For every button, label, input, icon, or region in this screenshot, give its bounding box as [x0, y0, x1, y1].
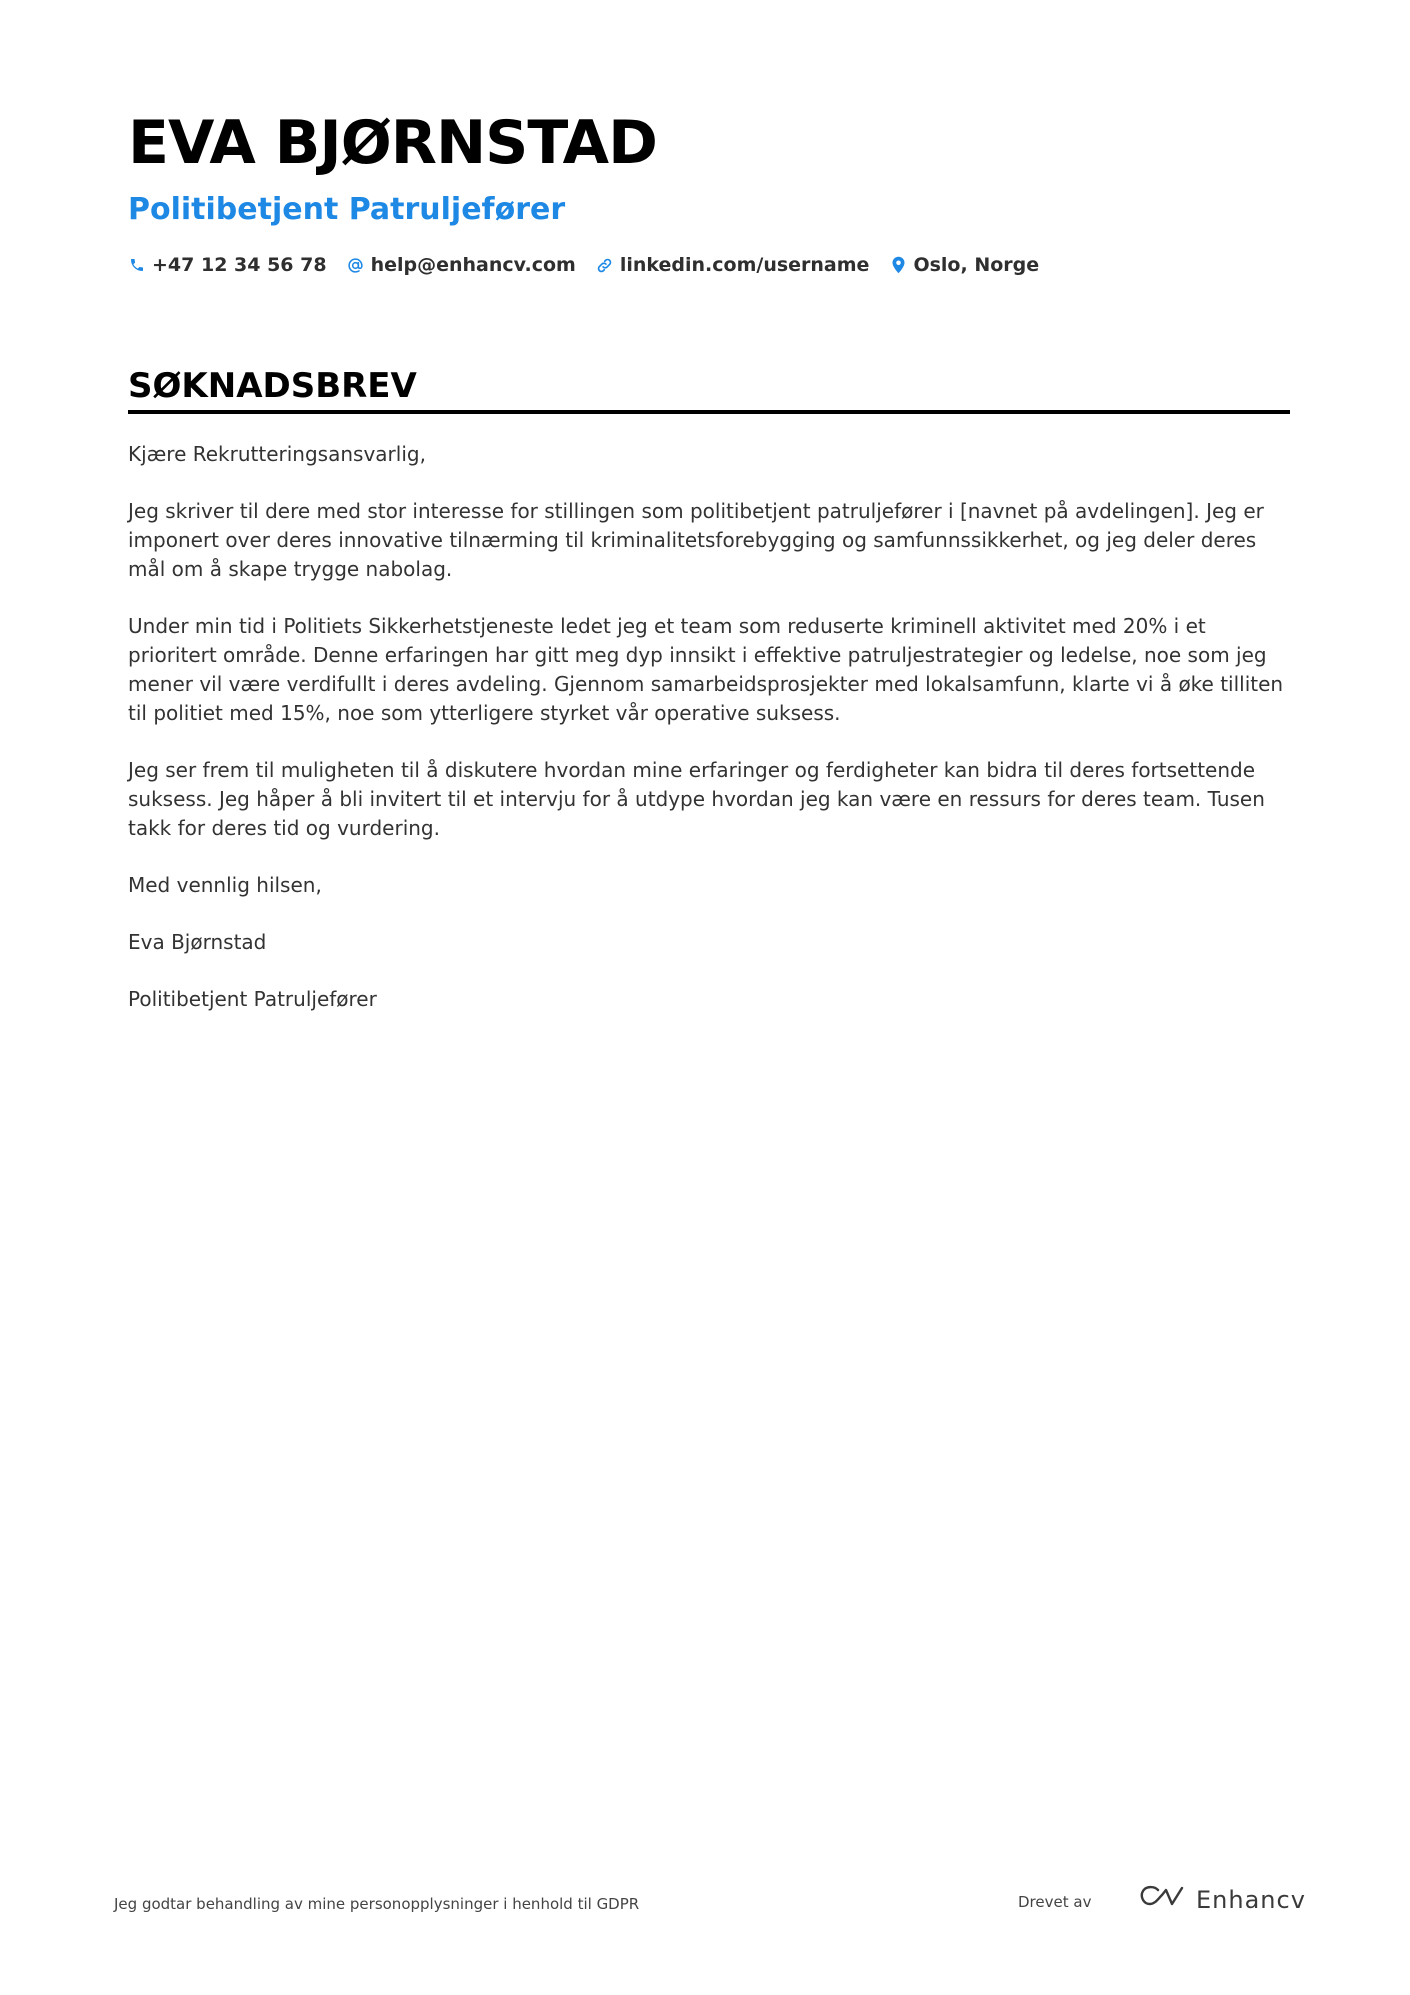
contact-phone[interactable] [128, 254, 327, 276]
section-title: SØKNADSBREV [128, 366, 417, 406]
enhancv-logo[interactable] [1138, 1884, 1306, 1915]
location-text: Oslo, Norge [913, 254, 1040, 276]
letter-greeting: Kjære Rekrutteringsansvarlig, [128, 442, 426, 466]
phone-icon [128, 256, 146, 274]
powered-by-label: Drevet av [1018, 1893, 1092, 1911]
signature-name: Eva Bjørnstad [128, 930, 267, 954]
link-icon [596, 256, 614, 274]
signature-title: Politibetjent Patruljefører [128, 987, 377, 1011]
candidate-title: Politibetjent Patruljefører [128, 192, 566, 227]
letter-paragraph: Jeg skriver til dere med stor interesse for stillingen som politibetjent patruljefører i [navnet på avdelingen]. Jeg er imponert over deres innovative tilnærming til kriminalitetsforebygging og samfunnssikkerhet, og jeg deler deres mål om å skape trygge nabolag. [128, 499, 1264, 581]
letter-paragraph: Jeg ser frem til muligheten til å diskutere hvordan mine erfaringer og ferdigheter kan bidra til deres fortsettende suksess. Jeg håper å bli invitert til et intervju for å utdype hvordan jeg kan være en ressurs for deres team. Tusen takk for deres tid og vurdering. [128, 758, 1265, 840]
enhancv-wordmark: Enhancv [1196, 1885, 1306, 1914]
letter-closing: Med vennlig hilsen, [128, 873, 322, 897]
email-text: help@enhancv.com [370, 254, 576, 276]
contact-email[interactable] [347, 254, 576, 276]
location-pin-icon [889, 256, 907, 274]
contact-bar [128, 254, 1039, 276]
linkedin-text: linkedin.com/username [619, 254, 870, 276]
contact-location [889, 254, 1039, 276]
letter-paragraph: Under min tid i Politiets Sikkerhetstjeneste ledet jeg et team som reduserte kriminell aktivitet med 20% i et prioritert område. Denne erfaringen har gitt meg dyp innsikt i effektive patruljestrategier og ledelse, noe som jeg mener vil være verdifullt i deres avdeling. Gjennom samarbeidsprosjekter med lokalsamfunn, klarte vi å øke tilliten til politiet med 15%, noe som ytterligere styrket vår operative suksess. [128, 614, 1284, 725]
letter-body [128, 440, 1288, 1042]
at-icon [347, 256, 365, 274]
cover-letter-page [128, 0, 1290, 1995]
enhancv-logo-icon [1138, 1884, 1186, 1915]
section-divider [128, 410, 1290, 414]
phone-text: +47 12 34 56 78 [152, 254, 327, 276]
gdpr-consent-text: Jeg godtar behandling av mine personopplysninger i henhold til GDPR [114, 1895, 640, 1913]
candidate-name: EVA BJØRNSTAD [128, 108, 657, 178]
contact-linkedin[interactable] [596, 254, 870, 276]
